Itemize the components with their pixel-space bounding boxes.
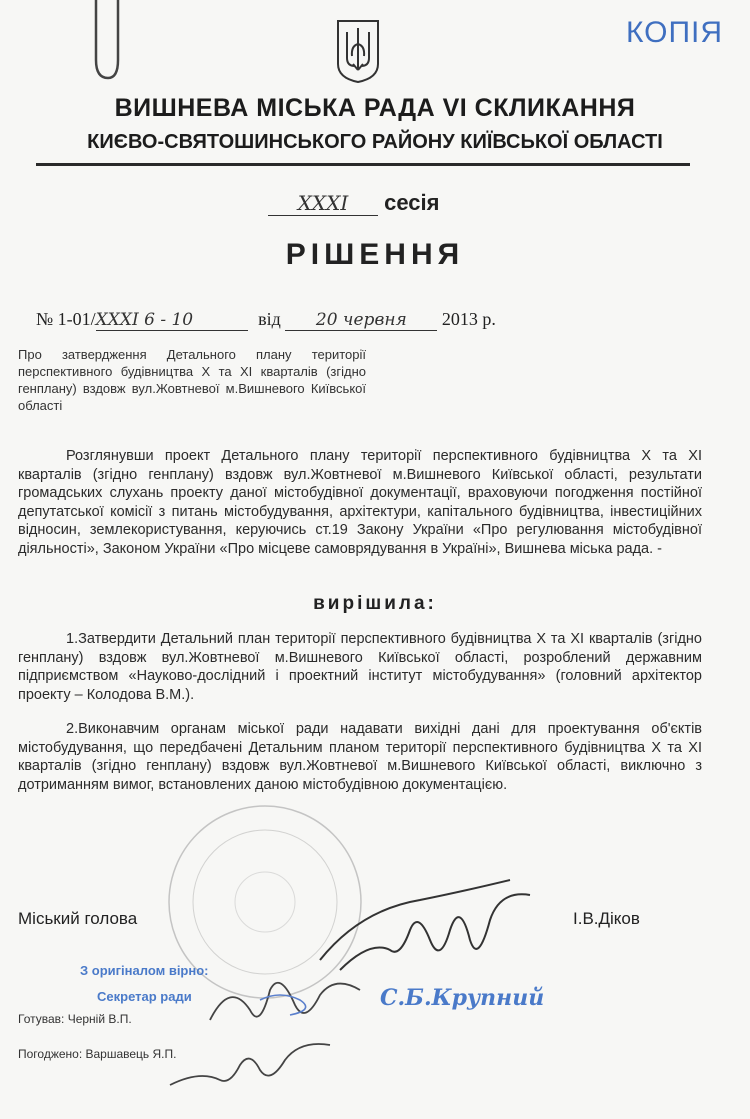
- copy-stamp: КОПІЯ: [626, 16, 724, 49]
- secretary-name: С.Б.Крупний: [380, 985, 545, 1011]
- decision-number: XXXI 6 - 10: [96, 310, 248, 331]
- pen-mark: [86, 0, 126, 82]
- decision-number-prefix: № 1-01/: [36, 309, 96, 329]
- preamble-paragraph: Розглянувши проект Детального плану території перспективного будівництва Х та ХІ кварталів (згідно генплану) вздовж вул.Жовтневої м.Вишневого Київської області, результати громадських слухань проекту даної містобудівної документації, враховуючи погодження постійної депутатської комісії з питань містобудування, архітектури, капітального будівництва, інвестиційних відносин, землекористування, керуючись ст.19 Закону України «Про регулювання містобудівної діяльності», Законом України «Про місцеве самоврядування в Україні», Вишнева міська рада. -: [18, 448, 702, 557]
- agreed-signature: [160, 1030, 340, 1100]
- council-name: ВИШНЕВА МІСЬКА РАДА VI СКЛИКАННЯ: [114, 94, 636, 122]
- agreed-by: Погоджено: Варшавець Я.П.: [18, 1047, 177, 1061]
- true-copy-stamp: З оригіналом вірно:: [80, 963, 209, 978]
- decision-date: 20 червня: [285, 310, 437, 331]
- head-title: Міський голова: [18, 909, 138, 928]
- decision-number-line: [36, 309, 496, 331]
- decision-item-2: 2.Виконавчим органам міської ради надавати вихідні дані для проектування об'єктів містобудування, що передбачені Детальним планом території перспективного будівництва Х та ХІ кварталів (згідно генплану) вздовж вул.Жовтневої м.Вишневого Київської області, виключно з дотриманням вимог, встановлених даною містобудівною документацією.: [18, 721, 702, 793]
- session-number: XXXI: [268, 191, 378, 216]
- session-line: [268, 190, 440, 216]
- resolved-heading: вирішила:: [313, 593, 437, 614]
- decision-from-label: від: [258, 309, 281, 329]
- decision-year-suffix: р.: [482, 309, 496, 329]
- session-label: сесія: [384, 190, 440, 215]
- decision-item-1: 1.Затвердити Детальний план території перспективного будівництва Х та ХІ кварталів (згідно генплану) вздовж вул.Жовтневої м.Вишневого Київської області, розроблений державним підприємством «Науково-дослідний і проектний інститут містобудування» (головний архітектор проекту – Колодова В.М.).: [18, 631, 702, 703]
- secretary-title: Секретар ради: [97, 989, 192, 1004]
- document-title: РІШЕННЯ: [285, 238, 465, 271]
- head-name: І.В.Діков: [573, 909, 640, 928]
- trident-emblem-icon: [335, 18, 381, 84]
- decision-year: 2013: [441, 309, 478, 329]
- decision-subject: Про затвердження Детального плану території перспективного будівництва Х та ХІ кварталів (згідно генплану) вздовж вул.Жовтневої м.Вишневого Київської області: [18, 347, 366, 413]
- header-divider: [36, 163, 690, 166]
- prepared-by: Готував: Черній В.П.: [18, 1012, 132, 1026]
- council-district: КИЄВО-СВЯТОШИНСЬКОГО РАЙОНУ КИЇВСЬКОЇ ОБЛАСТІ: [87, 131, 663, 153]
